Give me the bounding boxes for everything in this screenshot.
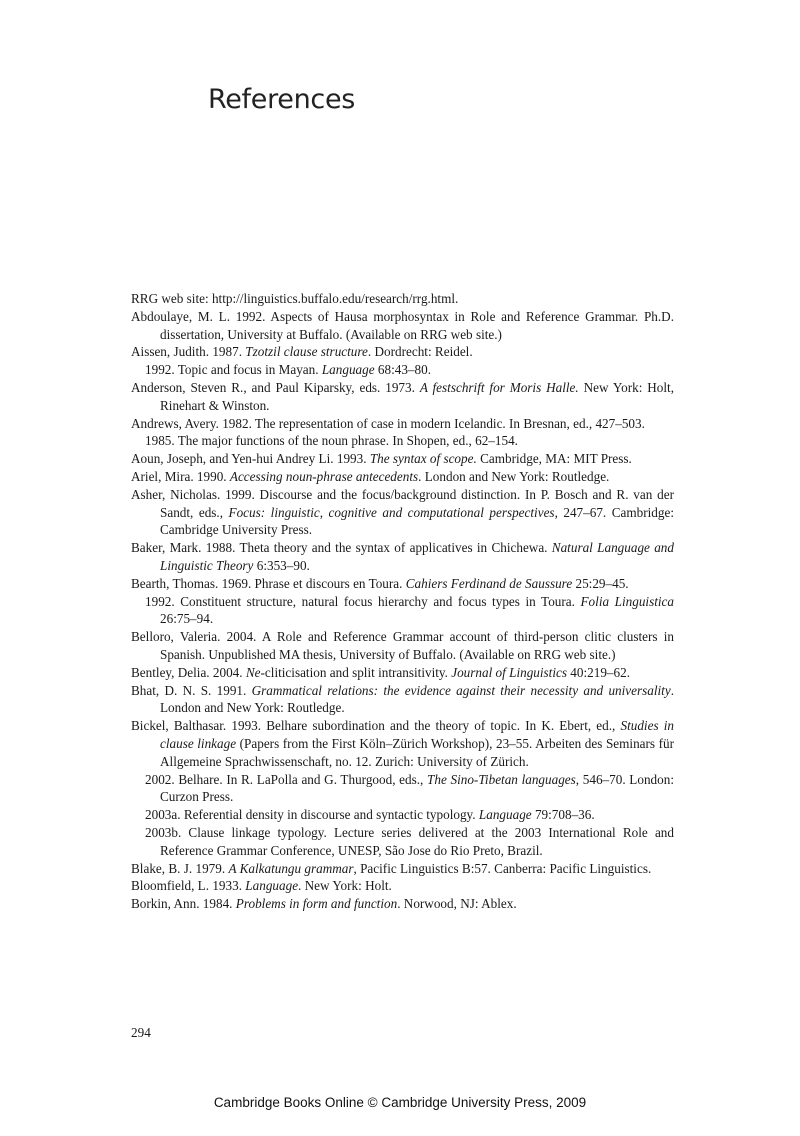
reference-entry: [131, 824, 674, 860]
reference-entry: [131, 308, 674, 344]
reference-title-italic: Accessing noun-phrase antecedents: [229, 468, 419, 484]
reference-title-italic: Studies in clause linkage: [160, 718, 674, 751]
reference-text: 1992. Topic and focus in Mayan.: [145, 362, 322, 378]
reference-list: [131, 290, 674, 913]
reference-text: Bloomfield, L. 1933.: [131, 878, 246, 894]
reference-entry: [131, 628, 674, 664]
reference-text: 2003a. Referential density in discourse and syntactic typology.: [145, 807, 479, 823]
reference-entry: [131, 717, 674, 770]
reference-text: Baker, Mark. 1988. Theta theory and the syntax of applicatives in Chichewa.: [131, 540, 552, 556]
reference-text: 1985. The major functions of the noun phrase. In Shopen, ed., 62–154.: [145, 433, 518, 449]
reference-entry: [131, 895, 674, 913]
reference-text: , 546–70. London: Curzon Press.: [160, 771, 674, 805]
reference-entry: [131, 593, 674, 629]
reference-text: Aissen, Judith. 1987.: [131, 344, 246, 360]
reference-entry: [131, 486, 674, 539]
reference-title-italic: Natural Language and Linguistic Theory: [160, 540, 674, 573]
reference-text: -cliticisation and split intransitivity.: [260, 664, 452, 680]
reference-text: Borkin, Ann. 1984.: [131, 896, 236, 912]
reference-text: 1992. Constituent structure, natural focus hierarchy and focus types in Toura.: [145, 593, 581, 609]
reference-entry: [131, 432, 674, 450]
reference-text: (Papers from the First Köln–Zürich Workshop), 23–55. Arbeiten des Seminars für Allgemeine Sprachwissenschaft, no. 12. Zurich: University of Zürich.: [160, 735, 674, 769]
reference-title-italic: A Kalkatungu grammar: [228, 860, 354, 876]
reference-text: . Norwood, NJ: Ablex.: [397, 896, 517, 912]
reference-entry: [131, 877, 674, 895]
reference-text: Bhat, D. N. S. 1991.: [131, 682, 252, 698]
reference-entry: [131, 575, 674, 593]
reference-entry: [131, 450, 674, 468]
reference-text: 2003b. Clause linkage typology. Lecture series delivered at the 2003 International Role and Reference Grammar Conference, UNESP, São Jose do Rio Preto, Brazil.: [145, 824, 674, 858]
reference-text: Blake, B. J. 1979.: [131, 860, 229, 876]
reference-title-italic: Tzotzil clause structure: [245, 344, 368, 360]
reference-title-italic: A festschrift for Moris Halle.: [419, 379, 579, 395]
reference-text: 6:353–90.: [253, 557, 310, 573]
reference-title-italic: Grammatical relations: the evidence against their necessity and universality: [251, 682, 671, 698]
reference-text: . London and New York: Routledge.: [418, 468, 610, 484]
reference-entry: [131, 806, 674, 824]
reference-title-italic: Focus: linguistic, cognitive and computational perspectives: [228, 504, 555, 520]
reference-text: RRG web site: http://linguistics.buffalo.edu/research/rrg.html.: [131, 291, 459, 306]
reference-entry: [131, 379, 674, 415]
reference-entry: [131, 361, 674, 379]
reference-title-italic: Language: [245, 878, 299, 894]
reference-text: 25:29–45.: [572, 575, 629, 591]
reference-text: Bearth, Thomas. 1969. Phrase et discours en Toura.: [131, 575, 406, 591]
reference-text: Andrews, Avery. 1982. The representation of case in modern Icelandic. In Bresnan, ed., 427–503.: [131, 415, 645, 431]
copyright-footer: Cambridge Books Online © Cambridge University Press, 2009: [213, 1095, 587, 1110]
reference-text: Bentley, Delia. 2004.: [131, 664, 246, 680]
reference-text: 68:43–80.: [374, 362, 432, 378]
reference-text: , Pacific Linguistics B:57. Canberra: Pacific Linguistics.: [353, 860, 652, 876]
reference-title-italic: Folia Linguistica: [580, 593, 674, 609]
reference-title-italic: The syntax of scope.: [369, 451, 477, 467]
reference-text: Belloro, Valeria. 2004. A Role and Reference Grammar account of third-person clitic clusters in Spanish. Unpublished MA thesis, University of Buffalo. (Available on RRG web site.): [131, 629, 674, 662]
reference-text: 40:219–62.: [567, 664, 631, 680]
reference-title-italic: Problems in form and function: [235, 896, 398, 912]
page-title: References: [208, 84, 356, 115]
reference-title-italic: Language: [321, 362, 375, 378]
reference-entry: [131, 468, 674, 486]
reference-text: 2002. Belhare. In R. LaPolla and G. Thurgood, eds.,: [145, 771, 428, 787]
reference-text: Asher, Nicholas. 1999. Discourse and the focus/background distinction. In P. Bosch and R. van der Sandt, eds.,: [131, 486, 674, 520]
reference-text: . London and New York: Routledge.: [160, 682, 674, 716]
reference-text: Aoun, Joseph, and Yen-hui Andrey Li. 1993.: [131, 451, 370, 467]
reference-text: Bickel, Balthasar. 1993. Belhare subordination and the theory of topic. In K. Ebert, ed.,: [131, 718, 621, 734]
reference-text: , 247–67. Cambridge: Cambridge University Press.: [160, 504, 674, 538]
reference-text: Anderson, Steven R., and Paul Kiparsky, eds. 1973.: [131, 379, 420, 395]
reference-entry: [131, 290, 674, 308]
reference-entry: [131, 860, 674, 878]
reference-title-italic: The Sino-Tibetan languages: [427, 771, 576, 787]
reference-text: . New York: Holt.: [298, 878, 392, 894]
reference-title-italic: Cahiers Ferdinand de Saussure: [405, 575, 573, 591]
reference-text: Abdoulaye, M. L. 1992. Aspects of Hausa morphosyntax in Role and Reference Grammar. Ph.D. dissertation, University at Buffalo. (Available on RRG web site.): [131, 308, 674, 342]
reference-entry: [131, 415, 674, 433]
reference-title-italic: Ne: [245, 664, 261, 680]
reference-text: . Dordrecht: Reidel.: [367, 344, 473, 360]
reference-text: New York: Holt, Rinehart & Winston.: [160, 379, 674, 413]
reference-text: Ariel, Mira. 1990.: [131, 468, 230, 484]
reference-title-italic: Language: [478, 807, 532, 823]
page-number: 294: [131, 1025, 151, 1040]
reference-text: 26:75–94.: [160, 611, 214, 627]
reference-title-italic: Journal of Linguistics: [451, 664, 567, 680]
reference-entry: [131, 343, 674, 361]
reference-text: 79:708–36.: [531, 807, 595, 823]
reference-text: Cambridge, MA: MIT Press.: [476, 451, 632, 467]
reference-entry: [131, 539, 674, 575]
reference-entry: [131, 682, 674, 718]
reference-entry: [131, 664, 674, 682]
reference-entry: [131, 771, 674, 807]
